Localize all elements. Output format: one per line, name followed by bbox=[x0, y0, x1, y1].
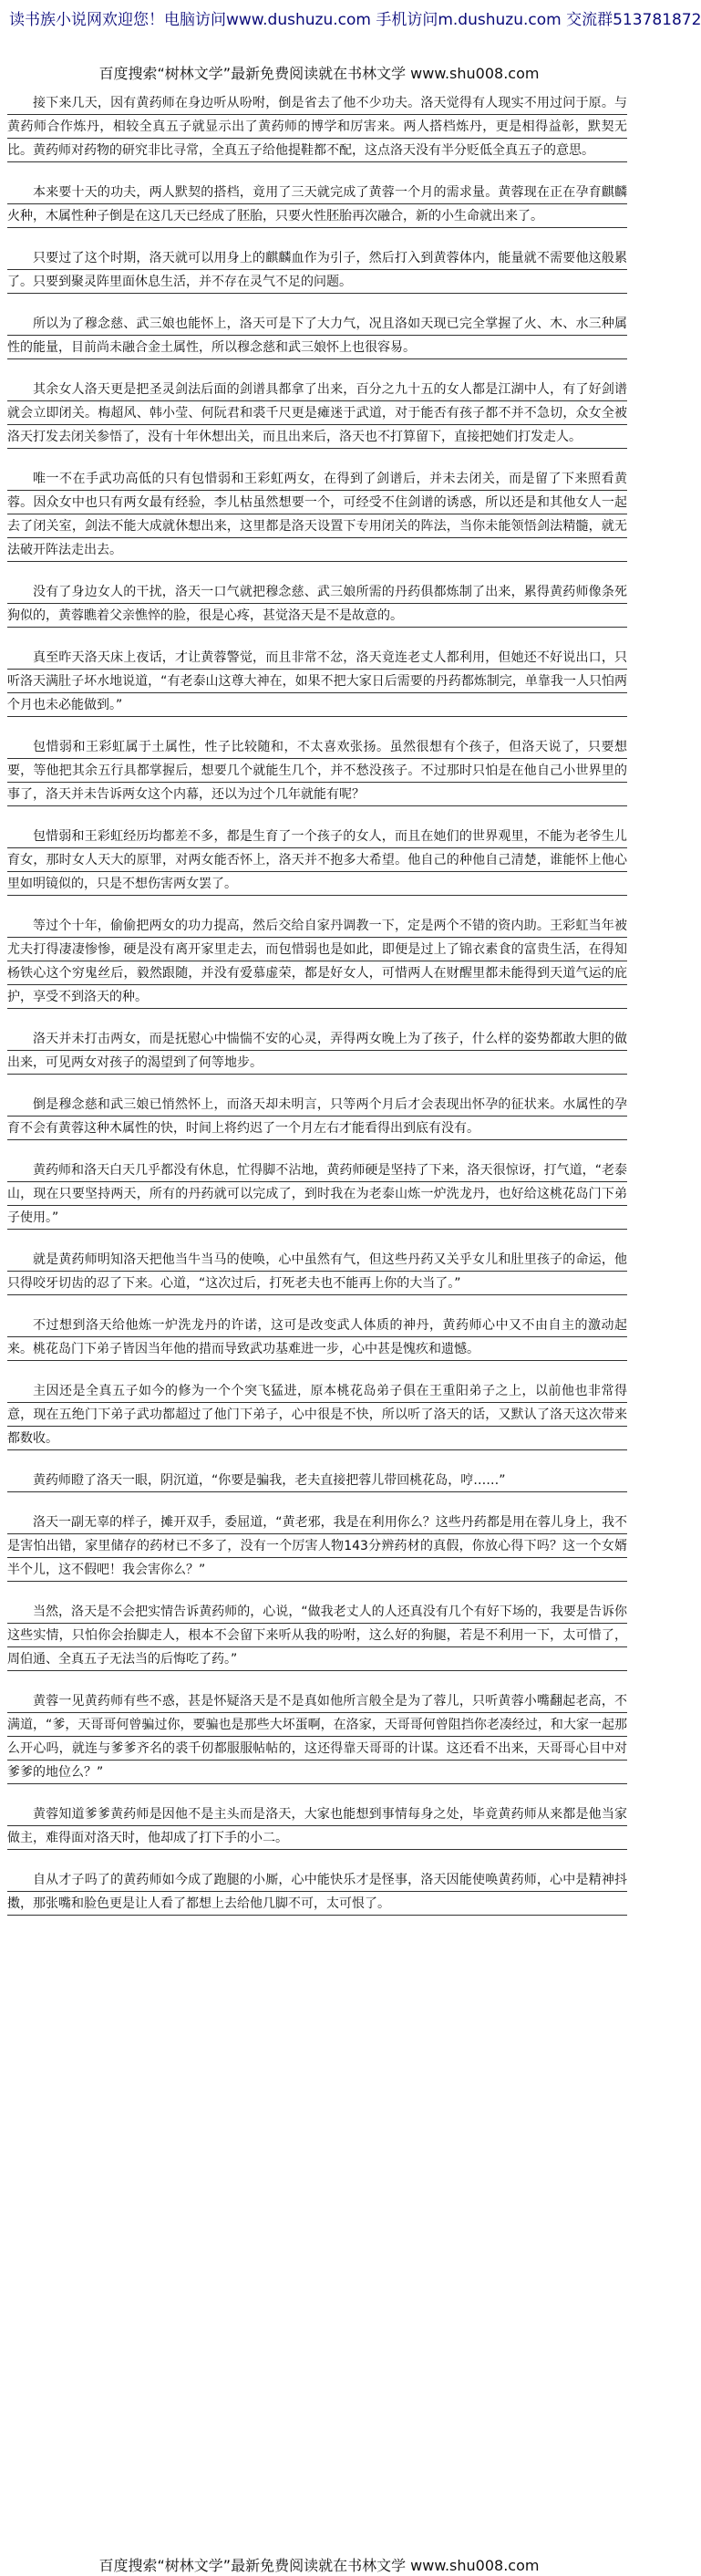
paragraph bbox=[7, 1158, 627, 1230]
paragraph bbox=[7, 646, 627, 717]
paragraph-text: 黄药师和洛天白天几乎都没有休息，忙得脚不沾地，黄药师硬是坚持了下来，洛天很惊讶，打气道，“老泰山，现在只要坚持两天，所有的丹药就可以完成了，到时我在为老泰山炼一炉洗龙丹，也好给这桃花岛门下弟子使用。” bbox=[7, 1163, 627, 1225]
paragraph bbox=[7, 735, 627, 806]
paragraph bbox=[7, 1093, 627, 1140]
paragraph-text: 倒是穆念慈和武三娘已悄然怀上，而洛天却未明言，只等两个月后才会表现出怀孕的征状来。水属性的孕育不会有黄蓉这种木属性的快，时间上将约迟了一个月左右才能看得出到底有没有。 bbox=[7, 1097, 627, 1136]
paragraph-text: 唯一不在手武功高低的只有包惜弱和王彩虹两女，在得到了剑谱后，并未去闭关，而是留了下来照看黄蓉。因众女中也只有两女最有经验，李儿枯虽然想要一个，可经受不住剑谱的诱惑，所以还是和其他女人一起去了闭关室，剑法不能大成就休想出来，这里都是洛天设置下专用闭关的阵法，当你未能领悟剑法精髓，就无法破开阵法走出去。 bbox=[7, 472, 627, 557]
paragraph bbox=[7, 1248, 627, 1295]
paragraph bbox=[7, 1802, 627, 1850]
paragraph-text: 黄蓉一见黄药师有些不惑，甚是怀疑洛天是不是真如他所言般全是为了蓉儿，只听黄蓉小嘴翻起老高，不满道，“爹，天哥哥何曾骗过你，要骗也是那些大坏蛋啊，在洛家，天哥哥何曾阻挡你老凑经过，和大家一起那么开心吗，就连与爹爹齐名的裘千仞都服服帖帖的，这还得靠天哥哥的计谋。这还看不出来，天哥哥心目中对爹爹的地位么？” bbox=[7, 1694, 627, 1780]
paragraph-text: 等过个十年，偷偷把两女的功力提高，然后交给自家丹调教一下，定是两个不错的资内助。王彩虹当年被尤夫打得凄凄惨惨，硬是没有离开家里走去，而包惜弱也是如此，即便是过上了锦衣素食的富贵生活，在得知杨铁心这个穷鬼丝后，毅然跟随，并没有爱慕虚荣，都是好女人，可惜两人在财醒里都未能得到天道气运的庇护，享受不到洛天的种。 bbox=[7, 919, 627, 1004]
site-notice: 读书族小说网欢迎您！电脑访问www.dushuzu.com 手机访问m.dushuzu.com 交流群513781872 bbox=[9, 11, 701, 29]
paragraph bbox=[7, 246, 627, 294]
paragraph bbox=[7, 825, 627, 896]
paragraph bbox=[7, 378, 627, 449]
paragraph bbox=[7, 91, 627, 162]
paragraph bbox=[7, 914, 627, 1009]
paragraph-text: 黄药师瞪了洛天一眼，阴沉道，“你要是骗我，老夫直接把蓉儿带回桃花岛，哼……” bbox=[33, 1473, 506, 1488]
paragraph bbox=[7, 1314, 627, 1361]
paragraph bbox=[7, 181, 627, 228]
paragraph-text: 包惜弱和王彩虹属于土属性，性子比较随和，不太喜欢张扬。虽然很想有个孩子，但洛天说了，只要想要，等他把其余五行具都掌握后，想要几个就能生几个，并不愁没孩子。不过那时只怕是在他自己小世界里的事了，洛天并未告诉两女这个内幕，还以为过个几年就能有呢？ bbox=[7, 740, 627, 802]
paragraph-text: 所以为了穆念慈、武三娘也能怀上，洛天可是下了大力气，况且洛如天现已完全掌握了火、木、水三种属性的能量，目前尚未融合金土属性，所以穆念慈和武三娘怀上也很容易。 bbox=[7, 317, 627, 355]
paragraph bbox=[7, 1511, 627, 1582]
paragraph bbox=[7, 312, 627, 359]
paragraph-text: 包惜弱和王彩虹经历均都差不多，都是生育了一个孩子的女人，而且在她们的世界观里，不能为老爷生儿育女，那时女人天大的原罪，对两女能否怀上，洛天并不抱多大希望。他自己的种他自己清楚，谁能怀上他心里如明镜似的，只是不想伤害两女罢了。 bbox=[7, 829, 627, 891]
paragraph-text: 黄蓉知道爹爹黄药师是因他不是主头而是洛天，大家也能想到事情每身之处，毕竟黄药师从来都是他当家做主，难得面对洛天时，他却成了打下手的小二。 bbox=[7, 1807, 627, 1845]
paragraph bbox=[7, 1600, 627, 1671]
paragraph bbox=[7, 1868, 627, 1916]
top-banner: 百度搜索“树林文学”最新免费阅读就在书林文学 www.shu008.com bbox=[98, 65, 540, 82]
paragraph-text: 没有了身边女人的干扰，洛天一口气就把穆念慈、武三娘所需的丹药俱都炼制了出来，累得黄药师像条死狗似的，黄蓉瞧着父亲憔悴的脸，很是心疼，甚觉洛天是不是故意的。 bbox=[7, 585, 627, 623]
paragraph-text: 主因还是全真五子如今的修为一个个突飞猛进，原本桃花岛弟子俱在王重阳弟子之上，以前他也非常得意，现在五绝门下弟子武功都超过了他门下弟子，心中很是不快，所以听了洛天的话，又默认了洛天这次带来都数收。 bbox=[7, 1384, 627, 1446]
paragraph-text: 不过想到洛天给他炼一炉洗龙丹的许诺，这可是改变武人体质的神丹，黄药师心中又不由自主的激动起来。桃花岛门下弟子皆因当年他的措而导致武功基难进一步，心中甚是愧疚和遗憾。 bbox=[7, 1318, 627, 1356]
paragraph bbox=[7, 1027, 627, 1075]
paragraph-text: 洛天并未打击两女，而是抚慰心中惴惴不安的心灵，弄得两女晚上为了孩子，什么样的姿势都敢大胆的做出来，可见两女对孩子的渴望到了何等地步。 bbox=[7, 1032, 627, 1070]
paragraph bbox=[7, 467, 627, 562]
paragraph-text: 洛天一副无辜的样子，摊开双手，委屈道，“黄老邪，我是在利用你么？这些丹药都是用在蓉儿身上，我不是害怕出错，家里储存的药材已不多了，没有一个厉害人物143分辨药材的真假，你放心得下吗？这一个女婿半个儿，这不假吧！我会害你么？” bbox=[7, 1515, 627, 1577]
paragraph-text: 当然，洛天是不会把实情告诉黄药师的，心说，“做我老丈人的人还真没有几个有好下场的，我要是告诉你这些实情，只怕你会抬脚走人，根本不会留下来听从我的吩咐，这么好的狗腿，若是不利用一下，太可惜了，周伯通、全真五子无法当的后悔吃了药。” bbox=[7, 1605, 627, 1667]
paragraph-text: 本来要十天的功夫，两人默契的搭档，竟用了三天就完成了黄蓉一个月的需求量。黄蓉现在正在孕育麒麟火种，木属性种子倒是在这几天已经成了胚胎，只要火性胚胎再次融合，新的小生命就出来了。 bbox=[7, 185, 627, 223]
paragraph-text: 真至昨天洛天床上夜话，才让黄蓉警觉，而且非常不忿，洛天竟连老丈人都利用，但她还不好说出口，只听洛天满肚子坏水地说道，“有老泰山这尊大神在，如果不把大家日后需要的丹药都炼制完，单靠我一人只怕两个月也未必能做到。” bbox=[7, 650, 627, 712]
bottom-banner: 百度搜索“树林文学”最新免费阅读就在书林文学 www.shu008.com bbox=[98, 2557, 540, 2574]
paragraph bbox=[7, 1689, 627, 1784]
paragraph-text: 自从才子吗了的黄药师如今成了跑腿的小厮，心中能快乐才是怪事，洛天因能使唤黄药师，心中是精神抖擞，那张嘴和脸色更是让人看了都想上去给他几脚不可，太可恨了。 bbox=[7, 1873, 627, 1911]
paragraph-text: 就是黄药师明知洛天把他当牛当马的使唤，心中虽然有气，但这些丹药又关乎女儿和肚里孩子的命运，他只得咬牙切齿的忍了下来。心道，“这次过后，打死老夫也不能再上你的大当了。” bbox=[7, 1252, 627, 1291]
paragraph bbox=[7, 1379, 627, 1450]
paragraph bbox=[7, 580, 627, 628]
paragraph bbox=[7, 1469, 627, 1492]
article-body bbox=[7, 91, 627, 1934]
paragraph-text: 接下来几天，因有黄药师在身边听从吩咐，倒是省去了他不少功夫。洛天觉得有人现实不用过问于原。与黄药师合作炼丹，相较全真五子就显示出了黄药师的博学和厉害来。两人搭档炼丹，更是相得益彰，默契无比。黄药师对药物的研究非比寻常，全真五子给他提鞋都不配，这点洛天没有半分贬低全真五子的意思。 bbox=[7, 96, 627, 158]
paragraph-text: 只要过了这个时期，洛天就可以用身上的麒麟血作为引子，然后打入到黄蓉体内，能量就不需要他这般累了。只要到聚灵阵里面休息生活，并不存在灵气不足的问题。 bbox=[7, 251, 627, 289]
paragraph-text: 其余女人洛天更是把圣灵剑法后面的剑谱具都拿了出来，百分之九十五的女人都是江湖中人，有了好剑谱就会立即闭关。梅超风、韩小莹、何阮君和裘千尺更是瘫迷于武道，对于能否有孩子都不并不急切，众女全被洛天打发去闭关参悟了，没有十年休想出关，而且出来后，洛天也不打算留下，直接把她们打发走人。 bbox=[7, 382, 627, 444]
